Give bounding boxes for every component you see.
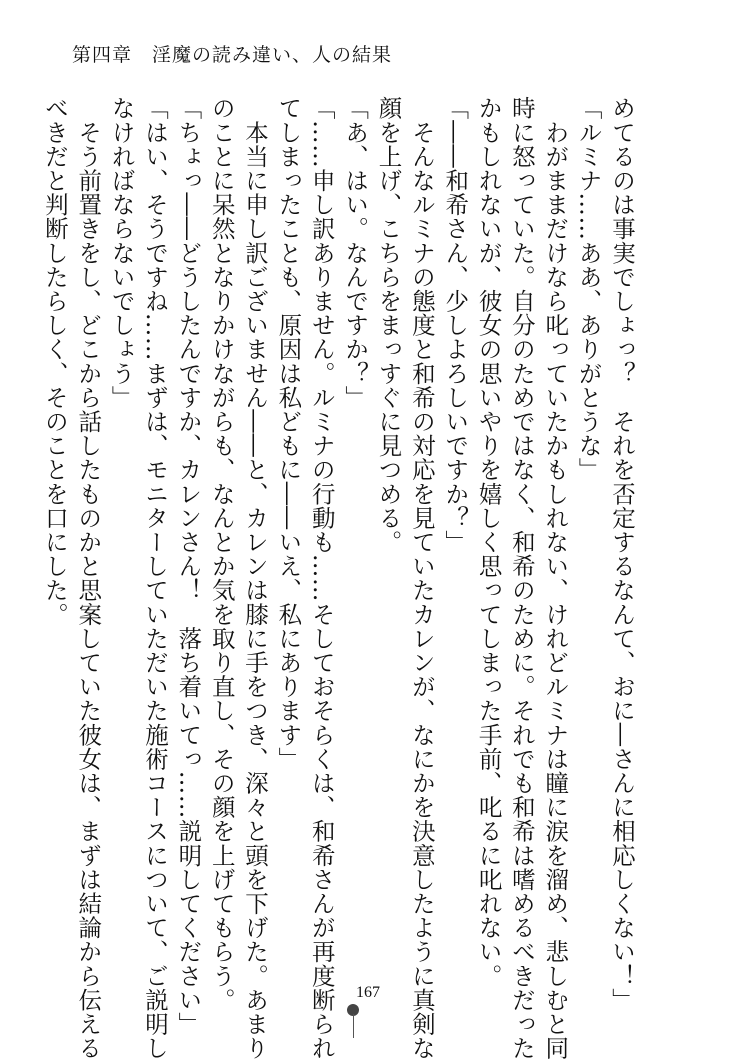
text-line: そんなルミナの態度と和希の対応を見ていたカレンが、なにかを決意したように真剣な [407, 96, 436, 1060]
text-line: そう前置きをし、どこから話したものかと思案していた彼女は、まずは結論から伝える [74, 96, 103, 1060]
text-line: のことに呆然となりかけながらも、なんとか気を取り直し、その顔を上げてもらう。 [207, 96, 236, 1012]
text-line: 本当に申し訳ございません――と、カレンは膝に手をつき、深々と頭を下げた。あまり [241, 96, 270, 1060]
text-line: べきだと判断したらしく、そのことを口にした。 [40, 96, 69, 627]
text-line: 「あ、はい。なんですか？」 [341, 96, 370, 410]
text-line: わがままだけなら叱っていたかもしれない、けれどルミナは瞳に涙を溜め、悲しむと同 [541, 96, 570, 1060]
text-line: 時に怒っていた。自分のためではなく、和希のために。それでも和希は嗜めるべきだった [507, 96, 536, 1060]
text-line: かもしれないが、彼女の思いやりを嬉しく思ってしまった手前、叱るに叱れない。 [474, 96, 503, 988]
text-line: 「はい、そうですね……まずは、モニターしていただいた施術コースについて、ご説明し [140, 96, 169, 1060]
page-marker-icon [347, 1004, 359, 1038]
text-line: 顔を上げ、こちらをまっすぐに見つめる。 [374, 96, 403, 554]
text-line: なければならないでしょう」 [107, 96, 136, 410]
marker-stem [353, 1014, 354, 1038]
text-line: 「……申し訳ありません。ルミナの行動も……そしておそらくは、和希さんが再度断られ [307, 96, 336, 1060]
chapter-title: 第四章 淫魔の読み違い、人の結果 [72, 44, 393, 66]
text-line: てしまったことも、原因は私どもに――いえ、私にあります」 [274, 96, 303, 771]
page-number: 167 [356, 984, 380, 1001]
text-line: 「ルミナ……ああ、ありがとうな」 [574, 96, 603, 482]
text-line: めてるのは事実でしょっ？ それを否定するなんて、おに―さんに相応しくない！」 [608, 96, 636, 1012]
text-line: 「ちょっ――どうしたんですか、カレンさん！ 落ち着いてっ……説明してください」 [174, 96, 203, 1036]
text-line: 「――和希さん、少しよろしいですか？」 [441, 96, 470, 554]
